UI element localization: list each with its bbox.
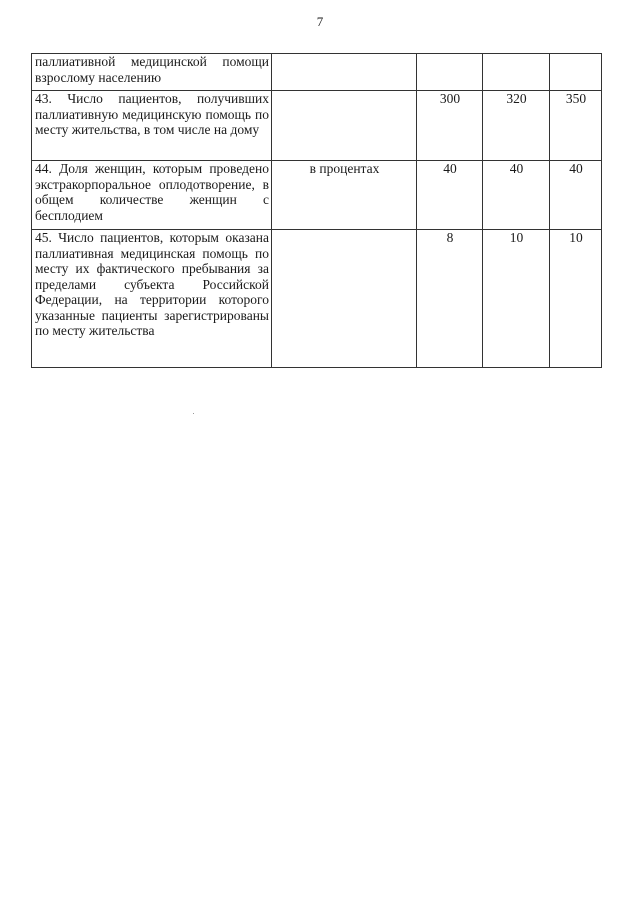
row-value-1: 300 xyxy=(417,91,483,161)
row-value-3: 350 xyxy=(550,91,602,161)
row-unit xyxy=(272,54,417,91)
row-description: 43. Число пациентов, получивших паллиативную медицинскую помощь по месту жительства, в том числе на дому xyxy=(32,91,272,161)
row-value-2: 10 xyxy=(483,230,550,368)
row-unit xyxy=(272,230,417,368)
row-value-1: 8 xyxy=(417,230,483,368)
table-row xyxy=(32,161,602,230)
row-description: паллиативной медицинской помощи взрослому населению xyxy=(32,54,272,91)
page-number: 7 xyxy=(316,14,324,29)
row-value-2: 320 xyxy=(483,91,550,161)
row-value-3: 40 xyxy=(550,161,602,230)
indicators-table xyxy=(31,53,602,368)
row-value-1 xyxy=(417,54,483,91)
row-unit: в процентах xyxy=(272,161,417,230)
table-row xyxy=(32,91,602,161)
row-unit xyxy=(272,91,417,161)
row-value-2 xyxy=(483,54,550,91)
row-value-2: 40 xyxy=(483,161,550,230)
table-row xyxy=(32,230,602,368)
row-description: 45. Число пациентов, которым оказана паллиативная медицинская помощь по месту их фактического пребывания за пределами субъекта Российской Федерации, на территории которого указанные пациенты зарегистрированы по месту жительства xyxy=(32,230,272,368)
row-value-1: 40 xyxy=(417,161,483,230)
row-value-3 xyxy=(550,54,602,91)
scan-speck xyxy=(193,413,194,414)
row-description: 44. Доля женщин, которым проведено экстракорпоральное оплодотворение, в общем количестве женщин с бесплодием xyxy=(32,161,272,230)
row-value-3: 10 xyxy=(550,230,602,368)
table-row xyxy=(32,54,602,91)
